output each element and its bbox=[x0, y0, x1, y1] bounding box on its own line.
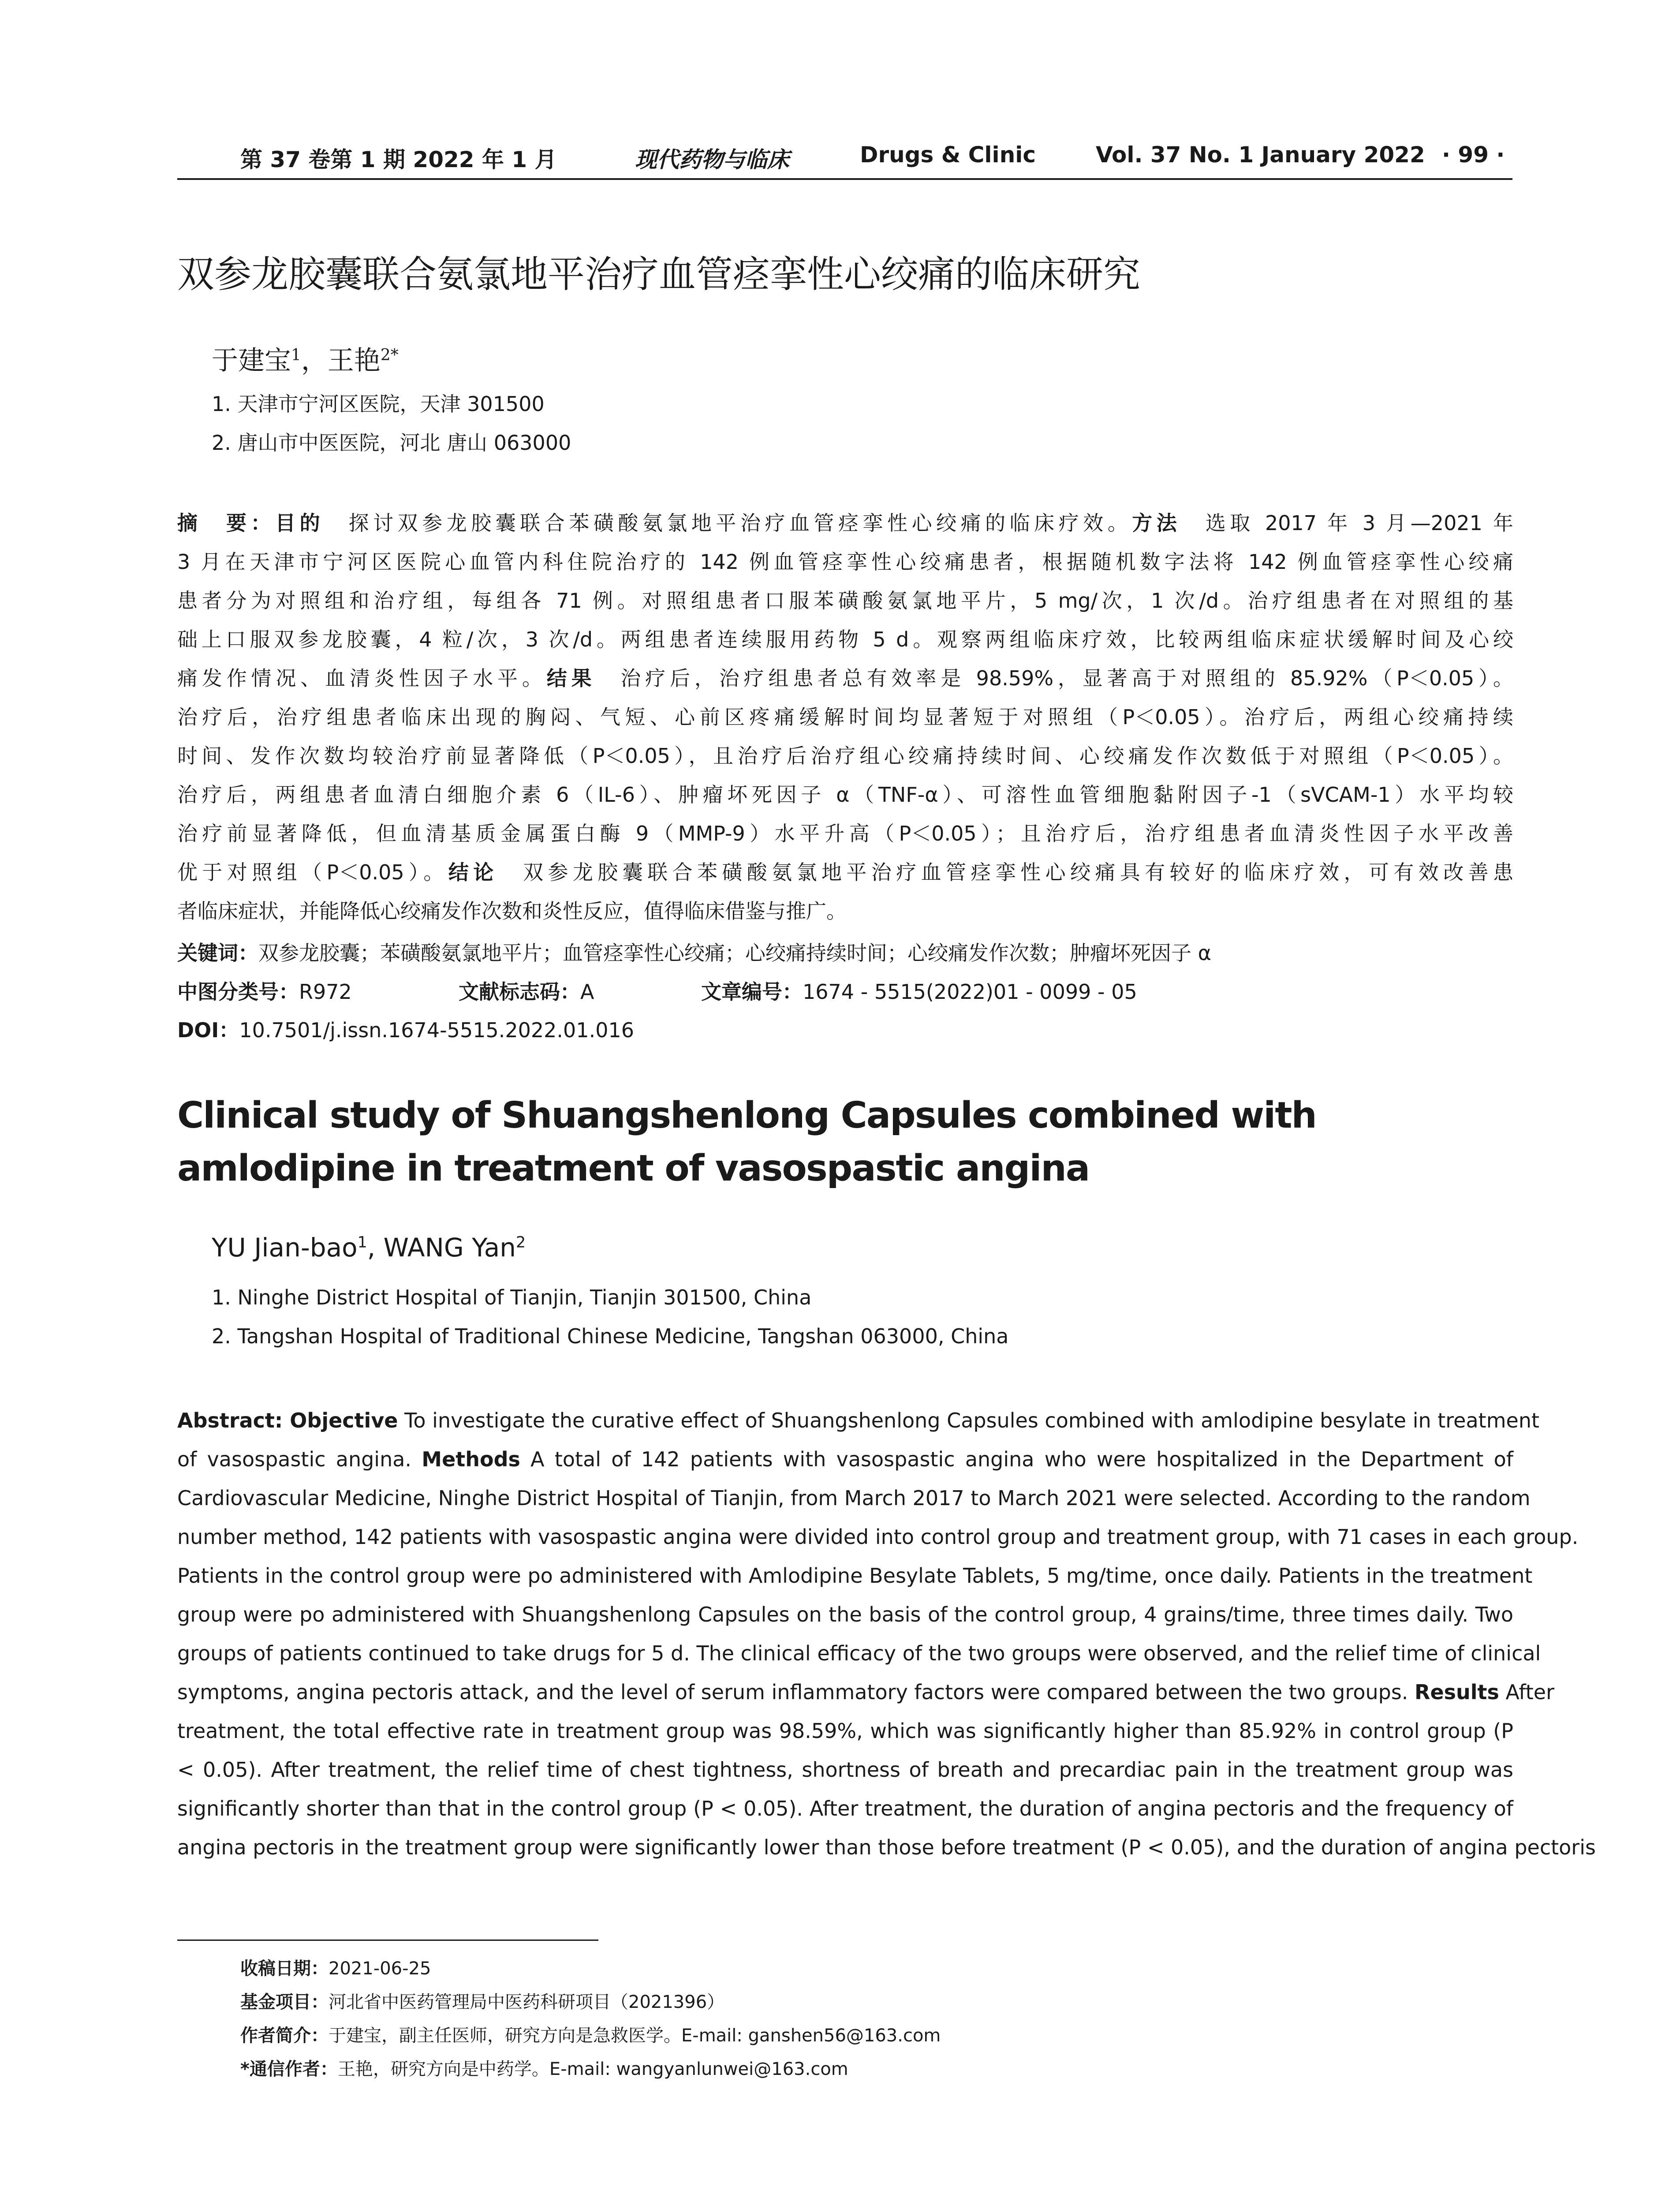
en-author-1-sup: 1 bbox=[357, 1233, 367, 1252]
cn-abstract-line: 础上口服双参龙胶囊，4 粒/次，3 次/d。两组患者连续服用药物 5 d。观察两组临床疗效，比较两组临床症状缓解时间及心绞 bbox=[177, 628, 1513, 651]
cn-abstract-label: 摘 要： bbox=[177, 511, 276, 535]
header-issue-en: Vol. 37 No. 1 January 2022 bbox=[1096, 142, 1425, 168]
cn-abstract-text: 探讨双参龙胶囊联合苯磺酸氨氯地平治疗血管痉挛性心绞痛的临床疗效。 bbox=[324, 511, 1132, 535]
cn-section-label: 目的 bbox=[275, 511, 325, 535]
en-authors bbox=[212, 1233, 526, 1263]
en-abstract-line: groups of patients continued to take drugs for 5 d. The clinical efficacy of the two groups were observed, and the relief time of clinical bbox=[177, 1641, 1541, 1665]
en-abstract-line bbox=[177, 1401, 1540, 1440]
cn-classification bbox=[177, 976, 352, 1005]
cn-class-label: 中图分类号： bbox=[177, 980, 299, 1004]
cn-article-label: 文章编号： bbox=[701, 980, 803, 1004]
en-abstract-line bbox=[177, 1440, 1513, 1479]
cn-abstract-text: 优于对照组（P＜0.05）。 bbox=[177, 860, 448, 884]
cn-author-2-sup: 2* bbox=[380, 346, 399, 364]
cn-keywords bbox=[177, 937, 1211, 966]
cn-abstract-text: 治疗后，治疗组患者总有效率是 98.59%，显著高于对照组的 85.92%（P＜0.05）。 bbox=[596, 666, 1514, 690]
footnote-text: 2021-06-25 bbox=[329, 1958, 431, 1979]
en-abstract-line: Patients in the control group were po administered with Amlodipine Besylate Tablets, 5 mg/time, once daily. Patients in the treatment bbox=[177, 1564, 1533, 1588]
cn-abstract-line: 患者分为对照组和治疗组，每组各 71 例。对照组患者口服苯磺酸氨氯地平片，5 mg/次，1 次/d。治疗组患者在对照组的基 bbox=[177, 589, 1513, 613]
cn-abstract-line: 3 月在天津市宁河区医院心血管内科住院治疗的 142 例血管痉挛性心绞痛患者，根据随机数字法将 142 例血管痉挛性心绞痛 bbox=[177, 550, 1513, 574]
cn-section-label: 结果 bbox=[546, 666, 596, 690]
header-journal-cn: 现代药物与临床 bbox=[635, 146, 789, 172]
cn-affiliation-2: 2. 唐山市中医医院，河北 唐山 063000 bbox=[212, 431, 571, 455]
footnote-text[interactable]: 于建宝，副主任医师，研究方向是急救医学。E-mail: ganshen56@163.com bbox=[329, 2026, 941, 2046]
en-abstract-text: A total of 142 patients with vasospastic angina who were hospitalized in the Department of bbox=[520, 1447, 1513, 1471]
footnote-received bbox=[240, 1955, 431, 1980]
footnote-text[interactable]: 王艳，研究方向是中药学。E-mail: wangyanlunwei@163.com bbox=[337, 2059, 848, 2079]
en-abstract-text: of vasospastic angina. bbox=[177, 1447, 422, 1471]
cn-affiliation-1: 1. 天津市宁河区医院，天津 301500 bbox=[212, 392, 545, 416]
cn-section-label: 方法 bbox=[1132, 511, 1181, 535]
cn-abstract-line bbox=[177, 504, 1513, 542]
en-affiliation-1: 1. Ninghe District Hospital of Tianjin, Tianjin 301500, China bbox=[212, 1286, 812, 1309]
en-abstract-line: significantly shorter than that in the control group (P < 0.05). After treatment, the duration of angina pectoris and the frequency of bbox=[177, 1797, 1513, 1820]
en-section-label: Results bbox=[1415, 1680, 1499, 1704]
en-abstract-text: symptoms, angina pectoris attack, and the level of serum inflammatory factors were compared between the two groups. bbox=[177, 1680, 1415, 1704]
en-abstract-line bbox=[177, 1673, 1555, 1712]
en-abstract-line: < 0.05). After treatment, the relief time of chest tightness, shortness of breath and precardiac pain in the treatment group was bbox=[177, 1758, 1513, 1782]
footnote-author-bio bbox=[240, 2022, 941, 2047]
en-abstract-text: To investigate the curative effect of Shuangshenlong Capsules combined with amlodipine besylate in treatment bbox=[398, 1409, 1540, 1432]
header-issue-cn: 第 37 卷第 1 期 2022 年 1 月 bbox=[240, 147, 557, 172]
en-abstract-line: Cardiovascular Medicine, Ninghe District Hospital of Tianjin, from March 2017 to March 2021 were selected. According to the random bbox=[177, 1486, 1531, 1510]
en-affiliation-2: 2. Tangshan Hospital of Traditional Chinese Medicine, Tangshan 063000, China bbox=[212, 1324, 1009, 1348]
footnote-label: 作者简介： bbox=[240, 2026, 329, 2046]
cn-doc-code bbox=[459, 976, 594, 1005]
cn-abstract-line: 者临床症状，并能降低心绞痛发作次数和炎性反应，值得临床借鉴与推广。 bbox=[177, 899, 847, 923]
footnote-label: 收稿日期： bbox=[240, 1958, 329, 1979]
cn-doi[interactable] bbox=[177, 1014, 634, 1043]
en-author-2: , WANG Yan bbox=[367, 1233, 516, 1263]
cn-abstract-text: 双参龙胶囊联合苯磺酸氨氯地平治疗血管痉挛性心绞痛具有较好的临床疗效，可有效改善患 bbox=[498, 860, 1514, 884]
cn-abstract bbox=[177, 504, 1513, 931]
footnote-funding bbox=[240, 1988, 724, 2013]
footnote-corresponding-author bbox=[240, 2055, 848, 2080]
footnote-label: *通信作者： bbox=[240, 2059, 338, 2079]
cn-doi-label: DOI： bbox=[177, 1018, 239, 1042]
cn-author-2: ，王艳 bbox=[301, 345, 381, 376]
footnote-text: 河北省中医药管理局中医药科研项目（2021396） bbox=[329, 1992, 725, 2012]
cn-doccode-label: 文献标志码： bbox=[459, 980, 580, 1004]
footnote-label: 基金项目： bbox=[240, 1992, 329, 2012]
en-abstract-line: group were po administered with Shuangshenlong Capsules on the basis of the control group, 4 grains/time, three times daily. Two bbox=[177, 1603, 1513, 1626]
footnote-rule bbox=[177, 1940, 598, 1941]
cn-abstract-line bbox=[177, 659, 1513, 698]
cn-doi-value[interactable]: 10.7501/j.issn.1674-5515.2022.01.016 bbox=[239, 1018, 635, 1042]
cn-abstract-text: 选取 2017 年 3 月—2021 年 bbox=[1181, 511, 1514, 535]
en-abstract-line: treatment, the total effective rate in treatment group was 98.59%, which was significantly higher than 85.92% in control group (P bbox=[177, 1719, 1513, 1743]
cn-abstract-line bbox=[177, 853, 1513, 892]
en-abstract-text: After bbox=[1499, 1680, 1555, 1704]
cn-abstract-line: 治疗后，治疗组患者临床出现的胸闷、气短、心前区疼痛缓解时间均显著短于对照组（P＜0.05）。治疗后，两组心绞痛持续 bbox=[177, 705, 1513, 729]
cn-article-value: 1674 - 5515(2022)01 - 0099 - 05 bbox=[803, 980, 1137, 1004]
en-section-label: Abstract: Objective bbox=[177, 1409, 398, 1432]
en-section-label: Methods bbox=[422, 1447, 520, 1471]
cn-author-1-sup: 1 bbox=[291, 346, 301, 364]
header-journal-en: Drugs & Clinic bbox=[860, 142, 1036, 168]
cn-class-value: R972 bbox=[299, 980, 352, 1004]
en-author-1: YU Jian-bao bbox=[212, 1233, 358, 1263]
cn-abstract-line: 治疗后，两组患者血清白细胞介素 6（IL-6）、肿瘤坏死因子 α（TNF-α）、可溶性血管细胞黏附因子-1（sVCAM-1）水平均较 bbox=[177, 783, 1513, 807]
cn-article-number bbox=[701, 976, 1137, 1005]
cn-abstract-line: 治疗前显著降低，但血清基质金属蛋白酶 9（MMP-9）水平升高（P＜0.05）；且治疗后，治疗组患者血清炎性因子水平改善 bbox=[177, 822, 1513, 845]
cn-authors bbox=[212, 340, 399, 377]
header-rule bbox=[177, 178, 1512, 180]
cn-keywords-label: 关键词： bbox=[177, 941, 258, 965]
header-page-number: · 99 · bbox=[1442, 142, 1505, 168]
cn-abstract-text: 痛发作情况、血清炎性因子水平。 bbox=[177, 666, 547, 690]
en-title: Clinical study of Shuangshenlong Capsules combined with amlodipine in treatment of vasospastic angina bbox=[177, 1095, 1316, 1189]
cn-section-label: 结论 bbox=[448, 860, 498, 884]
en-author-2-sup: 2 bbox=[516, 1233, 526, 1252]
en-abstract-line: number method, 142 patients with vasospastic angina were divided into control group and treatment group, with 71 cases in each group. bbox=[177, 1525, 1579, 1549]
cn-abstract-line: 时间、发作次数均较治疗前显著降低（P＜0.05），且治疗后治疗组心绞痛持续时间、心绞痛发作次数低于对照组（P＜0.05）。 bbox=[177, 744, 1513, 768]
cn-author-1: 于建宝 bbox=[212, 345, 291, 376]
cn-keywords-text: 双参龙胶囊；苯磺酸氨氯地平片；血管痉挛性心绞痛；心绞痛持续时间；心绞痛发作次数；肿瘤坏死因子 α bbox=[258, 941, 1211, 965]
cn-title: 双参龙胶囊联合氨氯地平治疗血管痉挛性心绞痛的临床研究 bbox=[177, 253, 1141, 296]
cn-doccode-value: A bbox=[580, 980, 594, 1004]
en-abstract bbox=[177, 1401, 1596, 1867]
en-abstract-line: angina pectoris in the treatment group were significantly lower than those before treatment (P < 0.05), and the duration of angina pectoris bbox=[177, 1835, 1596, 1859]
